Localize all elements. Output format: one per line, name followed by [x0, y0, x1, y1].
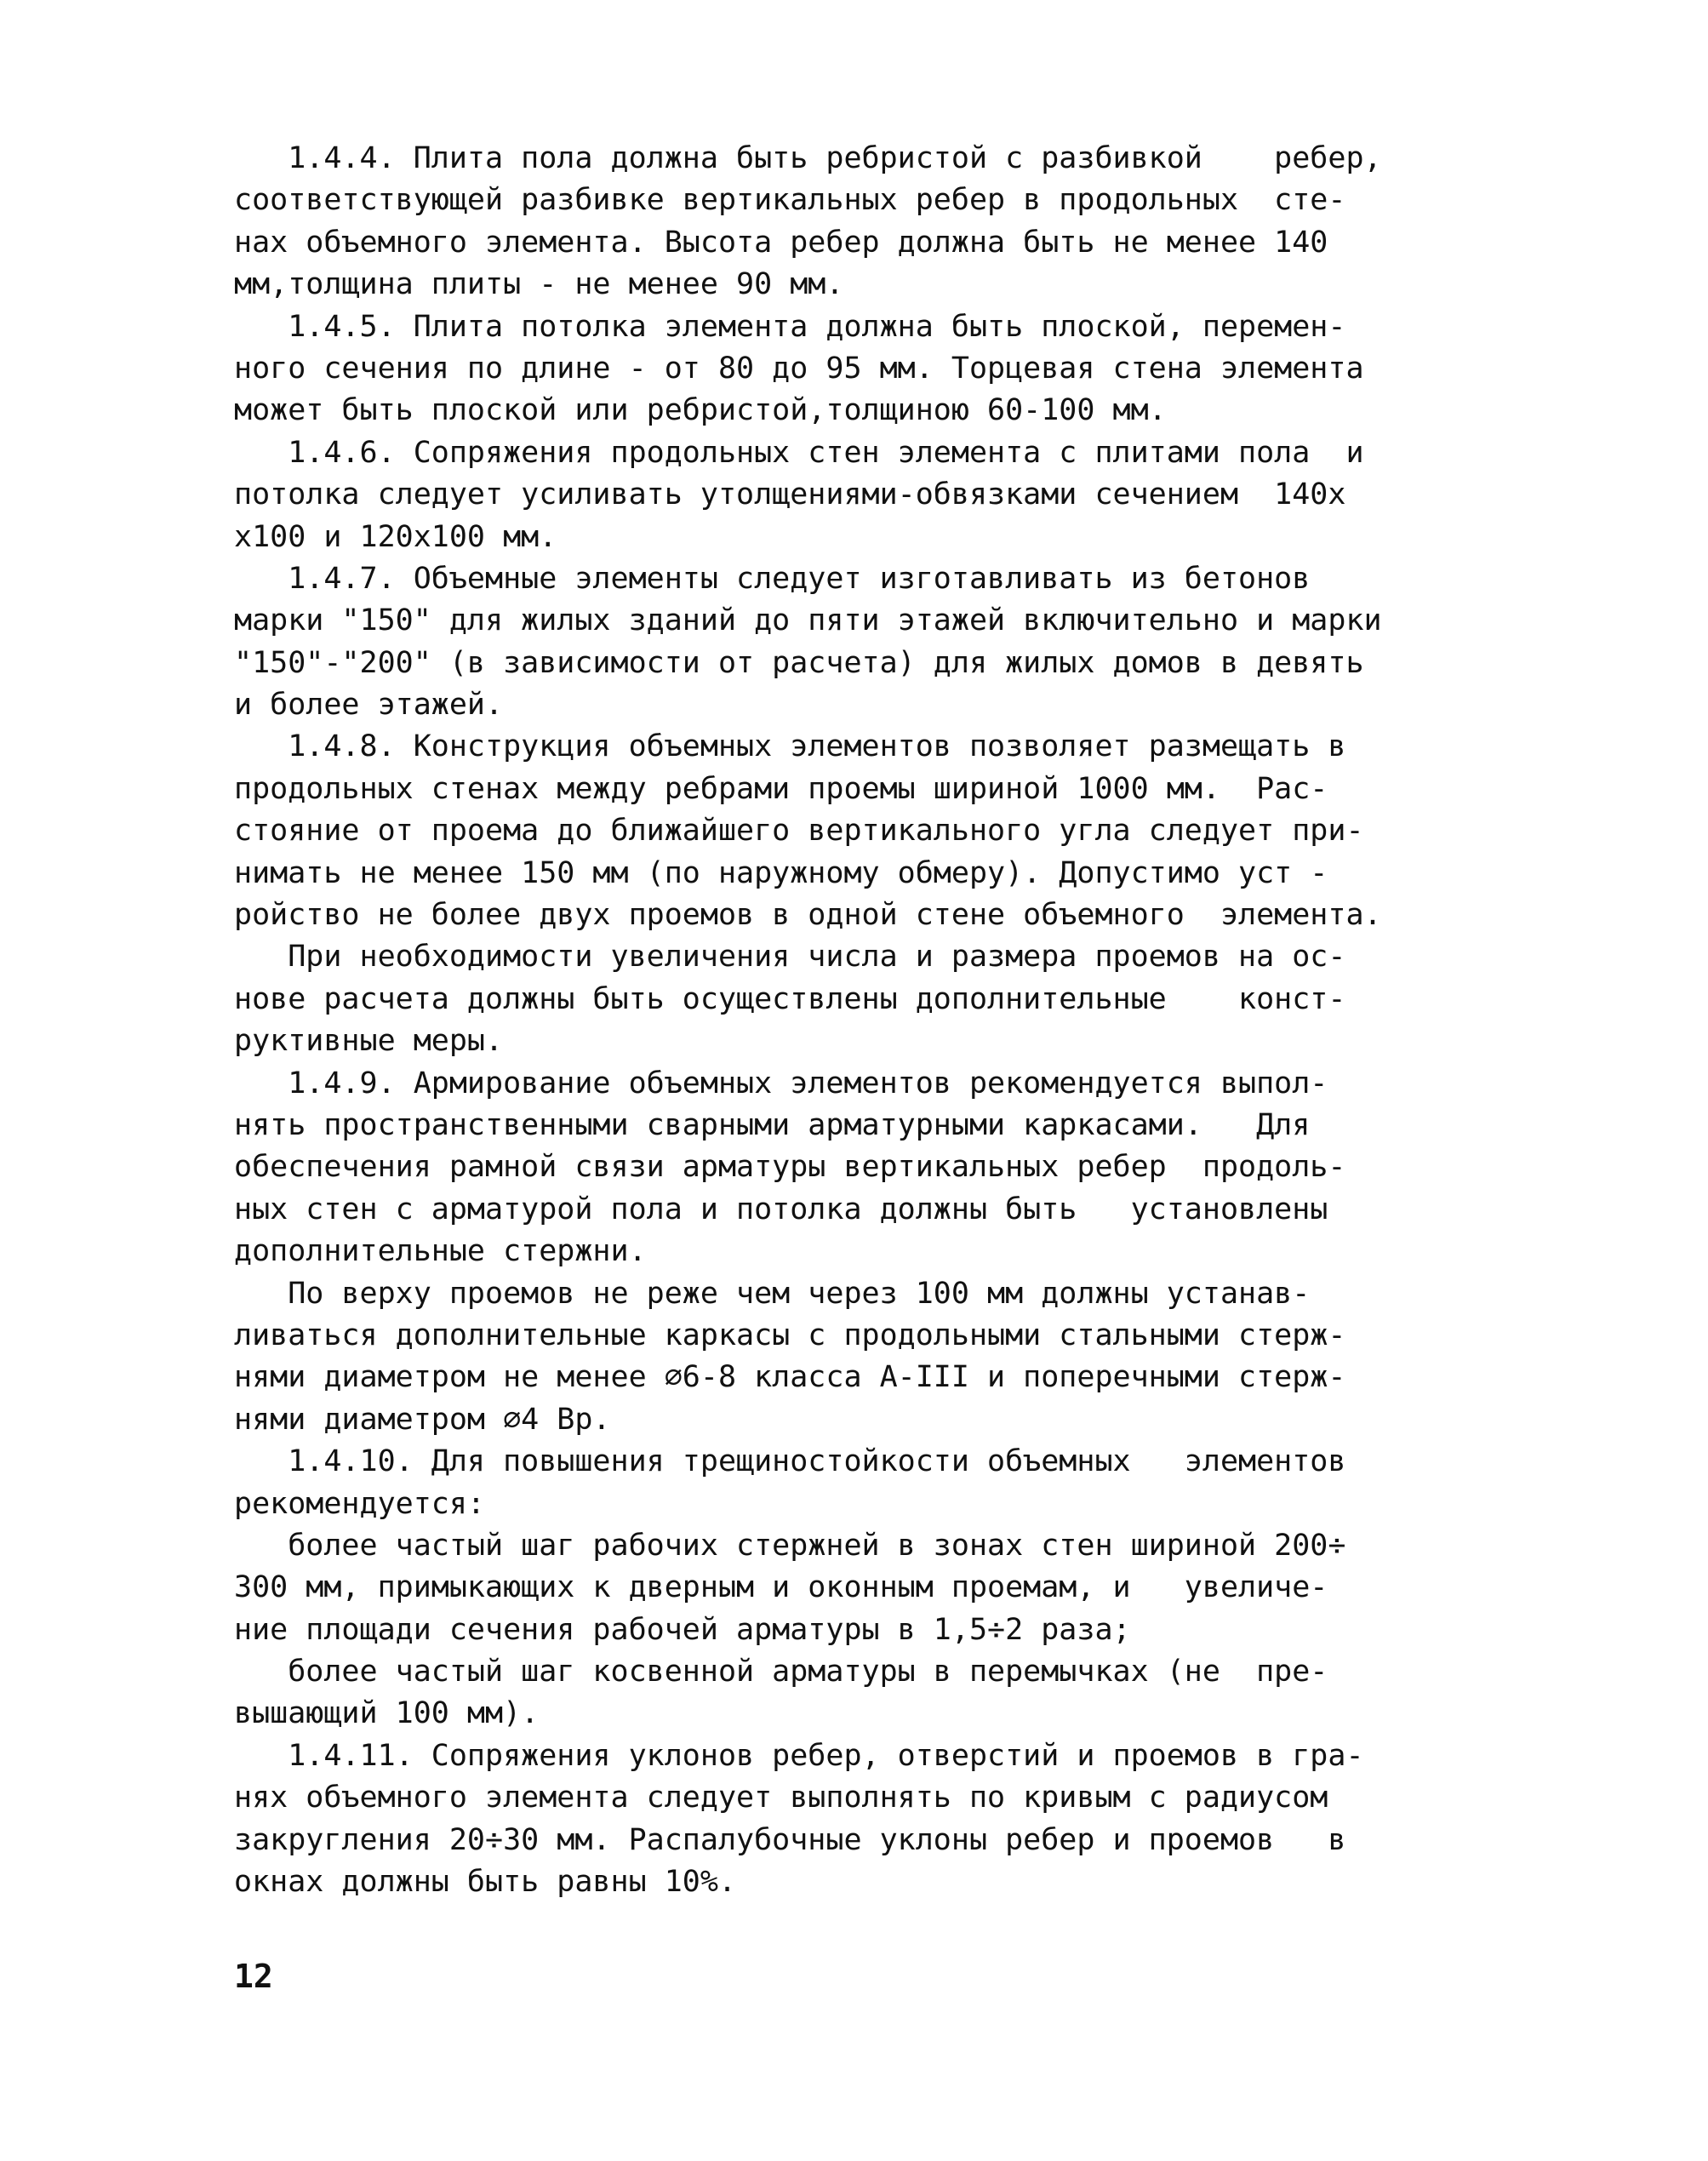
text-line: ливаться дополнительные каркасы с продольными стальными стерж-: [234, 1318, 1346, 1352]
text-line: 1.4.7. Объемные элементы следует изготавливать из бетонов: [234, 561, 1311, 596]
body-text: [234, 138, 1478, 1903]
text-line: нах объемного элемента. Высота ребер должна быть не менее 140: [234, 225, 1328, 260]
text-line: 1.4.8. Конструкция объемных элементов позволяет размещать в: [234, 729, 1346, 764]
text-line: нями диаметром ⌀4 Вр.: [234, 1402, 611, 1437]
text-line: нимать не менее 150 мм (по наружному обмеру). Допустимо уст -: [234, 855, 1328, 890]
text-line: ных стен с арматурой пола и потолка должны быть установлены: [234, 1192, 1328, 1226]
text-line: ние площади сечения рабочей арматуры в 1,5÷2 раза;: [234, 1612, 1131, 1647]
text-line: может быть плоской или ребристой,толщиною 60-100 мм.: [234, 393, 1167, 428]
text-line: ройство не более двух проемов в одной стене объемного элемента.: [234, 898, 1382, 933]
text-line: закругления 20÷30 мм. Распалубочные уклоны ребер и проемов в: [234, 1822, 1346, 1857]
text-line: мм,толщина плиты - не менее 90 мм.: [234, 267, 844, 302]
text-line: рекомендуется:: [234, 1486, 486, 1521]
text-line: соответствующей разбивке вертикальных ребер в продольных сте-: [234, 183, 1346, 218]
text-line: По верху проемов не реже чем через 100 мм должны устанав-: [234, 1276, 1311, 1311]
text-line: 300 мм, примыкающих к дверным и оконным проемам, и увеличе-: [234, 1570, 1328, 1605]
text-line: более частый шаг рабочих стержней в зонах стен шириной 200÷: [234, 1528, 1346, 1563]
text-line: "150"-"200" (в зависимости от расчета) для жилых домов в девять: [234, 645, 1364, 680]
page-number: 12: [234, 1958, 273, 1995]
text-line: обеспечения рамной связи арматуры вертикальных ребер продоль-: [234, 1150, 1346, 1185]
text-line: нять пространственными сварными арматурными каркасами. Для: [234, 1107, 1311, 1142]
text-line: окнах должны быть равны 10%.: [234, 1865, 737, 1900]
text-line: х100 и 120х100 мм.: [234, 519, 557, 554]
text-line: более частый шаг косвенной арматуры в перемычках (не пре-: [234, 1655, 1328, 1689]
text-line: продольных стенах между ребрами проемы шириной 1000 мм. Рас-: [234, 771, 1328, 806]
text-line: руктивные меры.: [234, 1024, 504, 1059]
text-line: нях объемного элемента следует выполнять по кривым с радиусом: [234, 1781, 1328, 1815]
text-line: 1.4.9. Армирование объемных элементов рекомендуется выпол-: [234, 1066, 1328, 1101]
text-line: 1.4.6. Сопряжения продольных стен элемента с плитами пола и: [234, 435, 1364, 470]
text-line: ного сечения по длине - от 80 до 95 мм. Торцевая стена элемента: [234, 351, 1364, 386]
text-line: стояние от проема до ближайшего вертикального угла следует при-: [234, 814, 1364, 849]
text-line: При необходимости увеличения числа и размера проемов на ос-: [234, 940, 1346, 975]
text-line: марки "150" для жилых зданий до пяти этажей включительно и марки: [234, 603, 1382, 638]
text-line: нями диаметром не менее ⌀6-8 класса А-III и поперечными стерж-: [234, 1360, 1346, 1395]
text-line: 1.4.5. Плита потолка элемента должна быть плоской, перемен-: [234, 309, 1346, 344]
text-line: дополнительные стержни.: [234, 1234, 647, 1269]
text-line: нове расчета должны быть осуществлены дополнительные конст-: [234, 981, 1346, 1016]
text-line: 1.4.11. Сопряжения уклонов ребер, отверстий и проемов в гра-: [234, 1738, 1364, 1773]
text-line: вышающий 100 мм).: [234, 1696, 540, 1731]
text-line: 1.4.4. Плита пола должна быть ребристой с разбивкой ребер,: [234, 141, 1382, 175]
text-line: 1.4.10. Для повышения трещиностойкости объемных элементов: [234, 1444, 1346, 1479]
text-line: и более этажей.: [234, 688, 504, 723]
text-line: потолка следует усиливать утолщениями-обвязками сечением 140х: [234, 477, 1346, 512]
